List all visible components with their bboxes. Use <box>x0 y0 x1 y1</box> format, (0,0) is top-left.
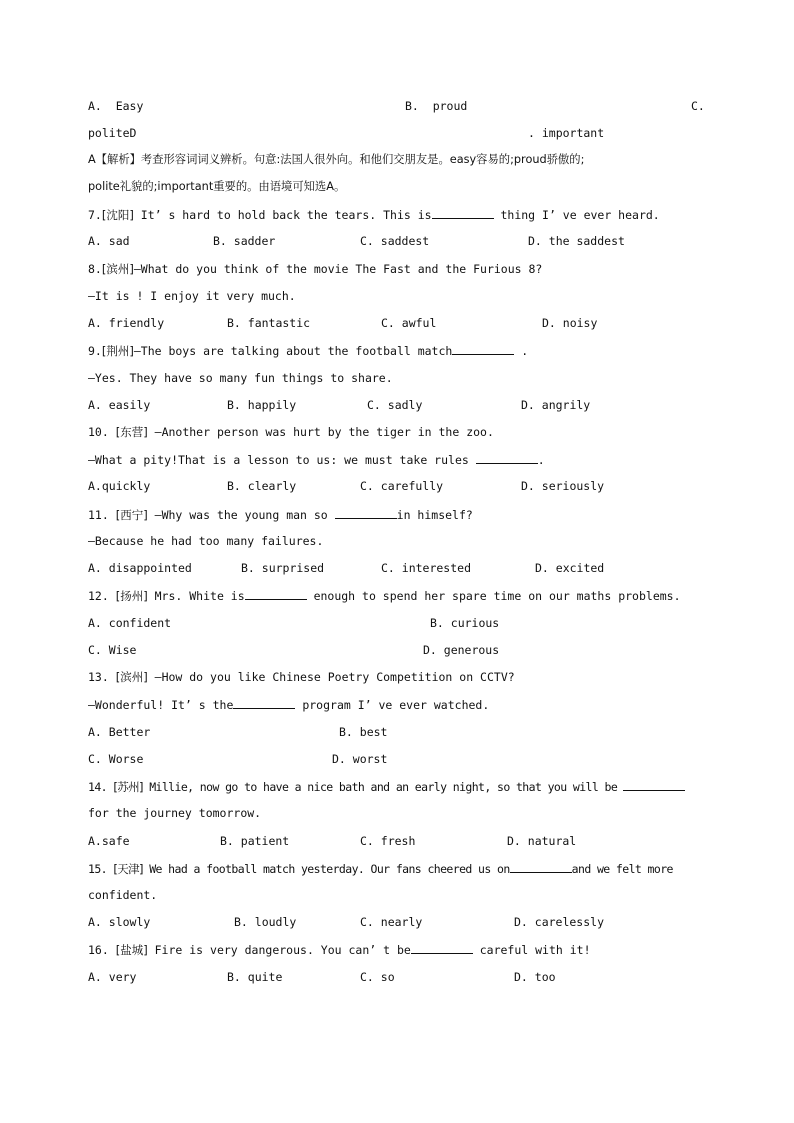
q16-option-a: A. very <box>88 970 137 984</box>
question-city: [扬州] <box>115 589 148 603</box>
q16-option-c: C. so <box>360 970 395 984</box>
question-stem-pre: It’ s hard to hold back the tears. This is <box>133 208 432 222</box>
question-city: [苏州] <box>113 780 143 794</box>
q7-option-d: D. the saddest <box>528 234 625 248</box>
question-number: 12. <box>88 589 109 603</box>
q13-reply <box>88 696 489 713</box>
q14-option-c: C. fresh <box>360 834 416 848</box>
q15-option-b: B. loudly <box>234 915 297 929</box>
question-9 <box>88 342 528 359</box>
question-number: 7. <box>88 208 102 222</box>
question-11 <box>88 506 473 523</box>
answer-blank <box>476 451 538 464</box>
question-stem-post: in himself? <box>396 508 473 522</box>
reply-post: . <box>537 453 545 467</box>
q11-reply: —Because he had too many failures. <box>88 534 324 548</box>
q12-option-c: C. Wise <box>88 643 137 657</box>
prev-option-c: C. <box>691 99 705 113</box>
question-stem: —What do you think of the movie The Fast and the Furious 8? <box>133 262 543 276</box>
question-stem-post: careful with it! <box>472 943 591 957</box>
question-number: 14. <box>88 780 107 794</box>
question-number: 13. <box>88 670 109 684</box>
question-number: 8. <box>88 262 102 276</box>
analysis-line-1: A【解析】考查形容词词义辨析。句意:法国人很外向。和他们交朋友是。easy容易的;proud骄傲的; <box>88 153 585 166</box>
q11-option-a: A. disappointed <box>88 561 192 575</box>
reply-post: program I’ ve ever watched. <box>295 698 490 712</box>
question-10 <box>88 424 494 440</box>
question-stem: —Another person was hurt by the tiger in the zoo. <box>154 425 494 439</box>
q9-option-b: B. happily <box>227 398 297 412</box>
q14-option-d: D. natural <box>507 834 577 848</box>
prev-option-b: B. proud <box>405 99 468 113</box>
answer-blank <box>452 342 514 355</box>
question-15 <box>88 860 673 877</box>
question-city: [西宁] <box>115 508 148 522</box>
answer-blank <box>335 506 397 519</box>
question-city: [盐城] <box>115 943 148 957</box>
question-number: 15. <box>88 862 107 876</box>
question-stem-pre: Mrs. White is <box>147 589 245 603</box>
q8-reply: —It is ! I enjoy it very much. <box>88 289 296 303</box>
q13-option-a: A. Better <box>88 725 151 739</box>
q13-option-c: C. Worse <box>88 752 144 766</box>
question-number: 10. <box>88 425 109 439</box>
question-14 <box>88 778 685 795</box>
q10-option-a: A.quickly <box>88 479 151 493</box>
question-stem-post: . <box>514 344 529 358</box>
question-16 <box>88 941 591 958</box>
question-stem-pre: We had a football match yesterday. Our fans cheered us on <box>142 862 510 876</box>
answer-blank <box>432 206 494 219</box>
question-13 <box>88 669 515 685</box>
q12-option-a: A. confident <box>88 616 172 630</box>
prev-option-d: . important <box>528 126 605 140</box>
question-city: [荆州] <box>101 344 134 358</box>
q14-option-b: B. patient <box>220 834 290 848</box>
q7-option-b: B. sadder <box>213 234 276 248</box>
q13-option-d: D. worst <box>332 752 388 766</box>
question-stem-post: enough to spend her spare time on our maths problems. <box>306 589 681 603</box>
answer-blank <box>245 587 307 600</box>
prev-option-c-wrap: politeD <box>88 126 137 140</box>
prev-option-a: A. Easy <box>88 99 144 113</box>
question-city: [东营] <box>115 425 148 439</box>
q8-option-c: C. awful <box>381 316 437 330</box>
answer-blank <box>411 941 473 954</box>
q7-option-a: A. sad <box>88 234 130 248</box>
q8-option-b: B. fantastic <box>227 316 311 330</box>
question-number: 9. <box>88 344 102 358</box>
question-8 <box>88 261 542 277</box>
q14-option-a: A.safe <box>88 834 130 848</box>
answer-blank <box>233 696 295 709</box>
question-stem: —How do you like Chinese Poetry Competition on CCTV? <box>154 670 515 684</box>
question-city: [滨州] <box>115 670 148 684</box>
q16-option-d: D. too <box>514 970 556 984</box>
q10-option-d: D. seriously <box>521 479 605 493</box>
question-stem-post: thing I’ ve ever heard. <box>493 208 660 222</box>
question-city: [天津] <box>113 862 143 876</box>
question-7 <box>88 206 660 223</box>
analysis-line-2: polite礼貌的;important重要的。由语境可知选A。 <box>88 180 346 193</box>
question-number: 16. <box>88 943 109 957</box>
q16-option-b: B. quite <box>227 970 283 984</box>
question-stem-pre: Millie, now go to have a nice bath and an early night, so that you will be <box>142 780 624 794</box>
answer-blank <box>623 778 685 791</box>
q9-option-c: C. sadly <box>367 398 423 412</box>
q12-option-d: D. generous <box>423 643 500 657</box>
q12-option-b: B. curious <box>430 616 500 630</box>
question-stem-pre: —The boys are talking about the football match <box>133 344 453 358</box>
q13-option-b: B. best <box>339 725 388 739</box>
q9-reply: —Yes. They have so many fun things to share. <box>88 371 393 385</box>
q10-reply <box>88 451 545 468</box>
q7-option-c: C. saddest <box>360 234 430 248</box>
question-stem-pre: Fire is very dangerous. You can’ t be <box>147 943 411 957</box>
q15-stem-wrap: confident. <box>88 888 158 902</box>
question-city: [沈阳] <box>101 208 134 222</box>
question-12 <box>88 587 681 604</box>
q11-option-d: D. excited <box>535 561 605 575</box>
q10-option-b: B. clearly <box>227 479 297 493</box>
q14-stem-wrap: for the journey tomorrow. <box>88 806 262 820</box>
question-number: 11. <box>88 508 109 522</box>
q15-option-a: A. slowly <box>88 915 151 929</box>
question-stem-post: and we felt more <box>571 862 673 876</box>
q9-option-d: D. angrily <box>521 398 591 412</box>
question-stem-pre: —Why was the young man so <box>154 508 335 522</box>
q11-option-b: B. surprised <box>241 561 325 575</box>
answer-blank <box>510 860 572 873</box>
q8-option-a: A. friendly <box>88 316 165 330</box>
q10-option-c: C. carefully <box>360 479 444 493</box>
reply-pre: —Wonderful! It’ s the <box>88 698 234 712</box>
q9-option-a: A. easily <box>88 398 151 412</box>
question-city: [滨州] <box>101 262 134 276</box>
q15-option-c: C. nearly <box>360 915 423 929</box>
reply-pre: —What a pity!That is a lesson to us: we must take rules <box>88 453 476 467</box>
q15-option-d: D. carelessly <box>514 915 605 929</box>
q11-option-c: C. interested <box>381 561 472 575</box>
q8-option-d: D. noisy <box>542 316 598 330</box>
